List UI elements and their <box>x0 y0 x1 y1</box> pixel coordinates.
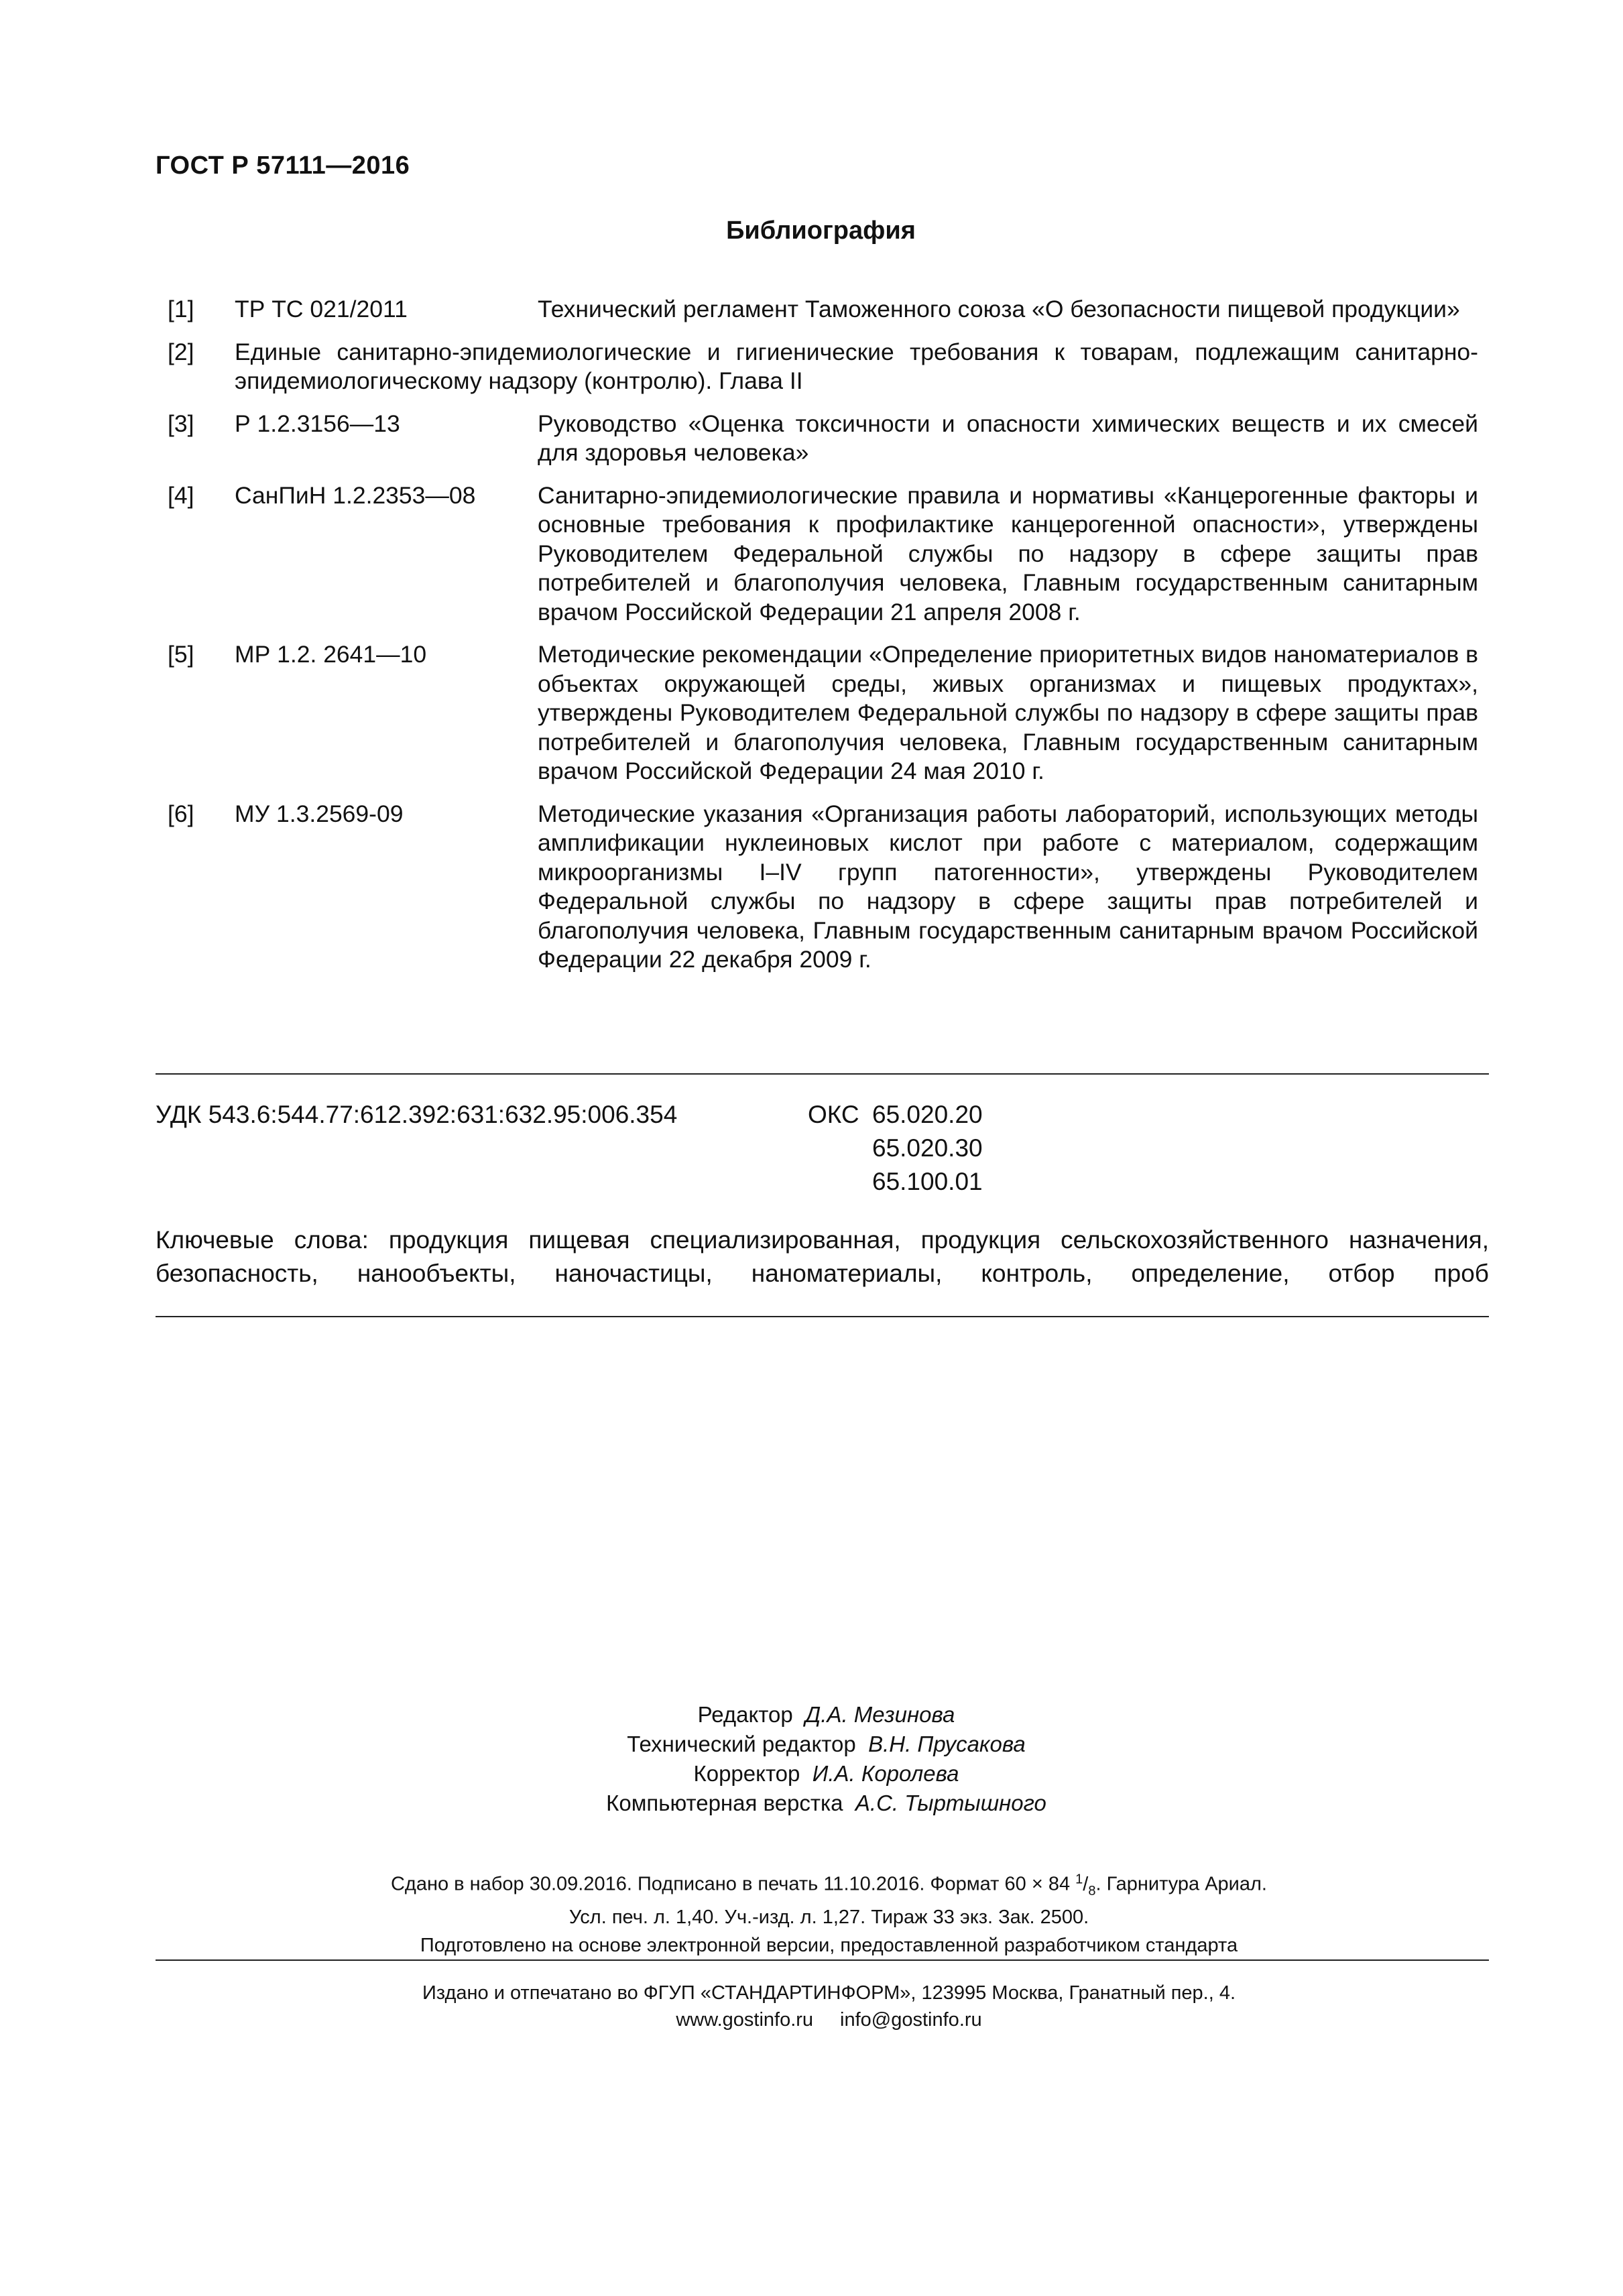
entry-code: СанПиН 1.2.2353—08 <box>235 481 476 509</box>
divider-top <box>156 1073 1489 1075</box>
publisher-contacts <box>35 2006 1623 2033</box>
entry-description: Санитарно-эпидемиологические правила и нормативы «Канцерогенные факторы и основные требования к профилактике канцерогенной опасности», утверждены Руководителем Федеральной службы по надзору в сфере защиты прав потребителей и благополучия человека, Главным государственным санитарным врачом Российской Федерации 21 апреля 2008 г. <box>538 481 1478 625</box>
publisher-address: Издано и отпечатано во ФГУП «СТАНДАРТИНФОРМ», 123995 Москва, Гранатный пер., 4. <box>422 1982 1236 2004</box>
imprint-text: Сдано в набор 30.09.2016. Подписано в печать 11.10.2016. Формат 60 × 84 <box>390 1873 1076 1895</box>
staff-role: Компьютерная верстка <box>606 1791 843 1815</box>
oks-line <box>808 1098 983 1132</box>
fraction-numerator: 1 <box>1075 1872 1083 1886</box>
oks-label: ОКС <box>808 1101 859 1128</box>
staff-name: В.Н. Прусакова <box>868 1732 1026 1756</box>
divider-keywords <box>156 1316 1489 1317</box>
entry-code: Р 1.2.3156—13 <box>235 410 400 437</box>
staff-line <box>29 1700 1623 1730</box>
imprint-details <box>0 1866 1623 1931</box>
bibliography-entry <box>156 410 1478 468</box>
website-link[interactable]: www.gostinfo.ru <box>676 2009 814 2031</box>
oks-line <box>808 1132 983 1165</box>
entry-description: Единые санитарно-эпидемиологические и гигиенические требования к товарам, подлежащим санитарно-эпидемиологическому надзору (контролю). Глава II <box>235 338 1478 394</box>
staff-role: Технический редактор <box>627 1732 856 1756</box>
entry-number: [5] <box>168 641 194 668</box>
staff-line <box>29 1759 1623 1789</box>
entry-number: [3] <box>168 410 194 437</box>
entry-code: МР 1.2. 2641—10 <box>235 641 427 668</box>
section-title: Библиография <box>726 217 916 245</box>
staff-line <box>29 1730 1623 1759</box>
entry-description: Руководство «Оценка токсичности и опасности химических веществ и их смесей для здоровья человека» <box>538 410 1478 466</box>
entry-description: Методические указания «Организация работы лабораторий, использующих методы амплификации нуклеиновых кислот при работе с материалом, содержащим микроорганизмы I–IV групп патогенности», утверждены Руководителем Федеральной службы по надзору в сфере защиты прав потребителей и благополучия человека, Главным государственным санитарным врачом Российской Федерации 22 декабря 2009 г. <box>538 800 1478 973</box>
bibliography-entry <box>156 338 1478 396</box>
oks-code: 65.100.01 <box>872 1168 983 1195</box>
fraction-denominator: 8 <box>1088 1883 1096 1898</box>
oks-line <box>808 1165 983 1199</box>
staff-role: Редактор <box>697 1702 793 1727</box>
bibliography-entry <box>156 800 1478 975</box>
entry-code: МУ 1.3.2569-09 <box>235 800 404 827</box>
imprint-line: Усл. печ. л. 1,40. Уч.-изд. л. 1,27. Тираж 33 экз. Зак. 2500. <box>568 1907 1089 1929</box>
keywords-text: Ключевые слова: продукция пищевая специализированная, продукция сельскохозяйственного назначения, безопасность, нанообъекты, наночастицы, наноматериалы, контроль, определение, отбор проб <box>156 1226 1489 1287</box>
format-fraction: $^1/_8$ <box>1075 1872 1096 1898</box>
entry-number: [6] <box>168 800 194 827</box>
prepared-note: Подготовлено на основе электронной версии, предоставленной разработчиком стандарта <box>420 1935 1238 1956</box>
oks-code: 65.020.20 <box>872 1101 983 1128</box>
entry-description: Технический регламент Таможенного союза «О безопасности пищевой продукции» <box>538 296 1460 322</box>
divider-imprint <box>156 1959 1489 1961</box>
oks-block <box>808 1098 983 1199</box>
bibliography-entry <box>156 295 1478 324</box>
imprint-text: . Гарнитура Ариал. <box>1095 1873 1267 1895</box>
staff-name: Д.А. Мезинова <box>805 1702 955 1727</box>
bibliography-list <box>156 295 1478 988</box>
entry-description: Методические рекомендации «Определение приоритетных видов наноматериалов в объектах окружающей среды, живых организмах и пищевых продуктах», утверждены Руководителем Федеральной службы по надзору в сфере защиты прав потребителей и благополучия человека, Главным государственным санитарным врачом Российской Федерации 24 мая 2010 г. <box>538 641 1478 784</box>
entry-number: [1] <box>168 296 194 322</box>
staff-line <box>29 1789 1623 1818</box>
staff-credits <box>0 1700 1623 1818</box>
email-link[interactable]: info@gostinfo.ru <box>840 2009 982 2031</box>
imprint-line <box>35 1866 1623 1904</box>
staff-name: И.А. Королева <box>812 1761 959 1786</box>
oks-code: 65.020.30 <box>872 1134 983 1162</box>
publisher-info <box>0 1980 1623 2033</box>
entry-code: ТР ТС 021/2011 <box>235 296 408 322</box>
staff-role: Корректор <box>693 1761 800 1786</box>
bibliography-entry <box>156 640 1478 786</box>
entry-number: [2] <box>168 338 194 365</box>
udk-code: УДК 543.6:544.77:612.392:631:632.95:006.354 <box>156 1101 678 1128</box>
document-code: ГОСТ Р 57111—2016 <box>156 152 410 180</box>
bibliography-entry <box>156 481 1478 627</box>
entry-number: [4] <box>168 481 194 509</box>
staff-name: А.С. Тыртышного <box>855 1791 1046 1815</box>
